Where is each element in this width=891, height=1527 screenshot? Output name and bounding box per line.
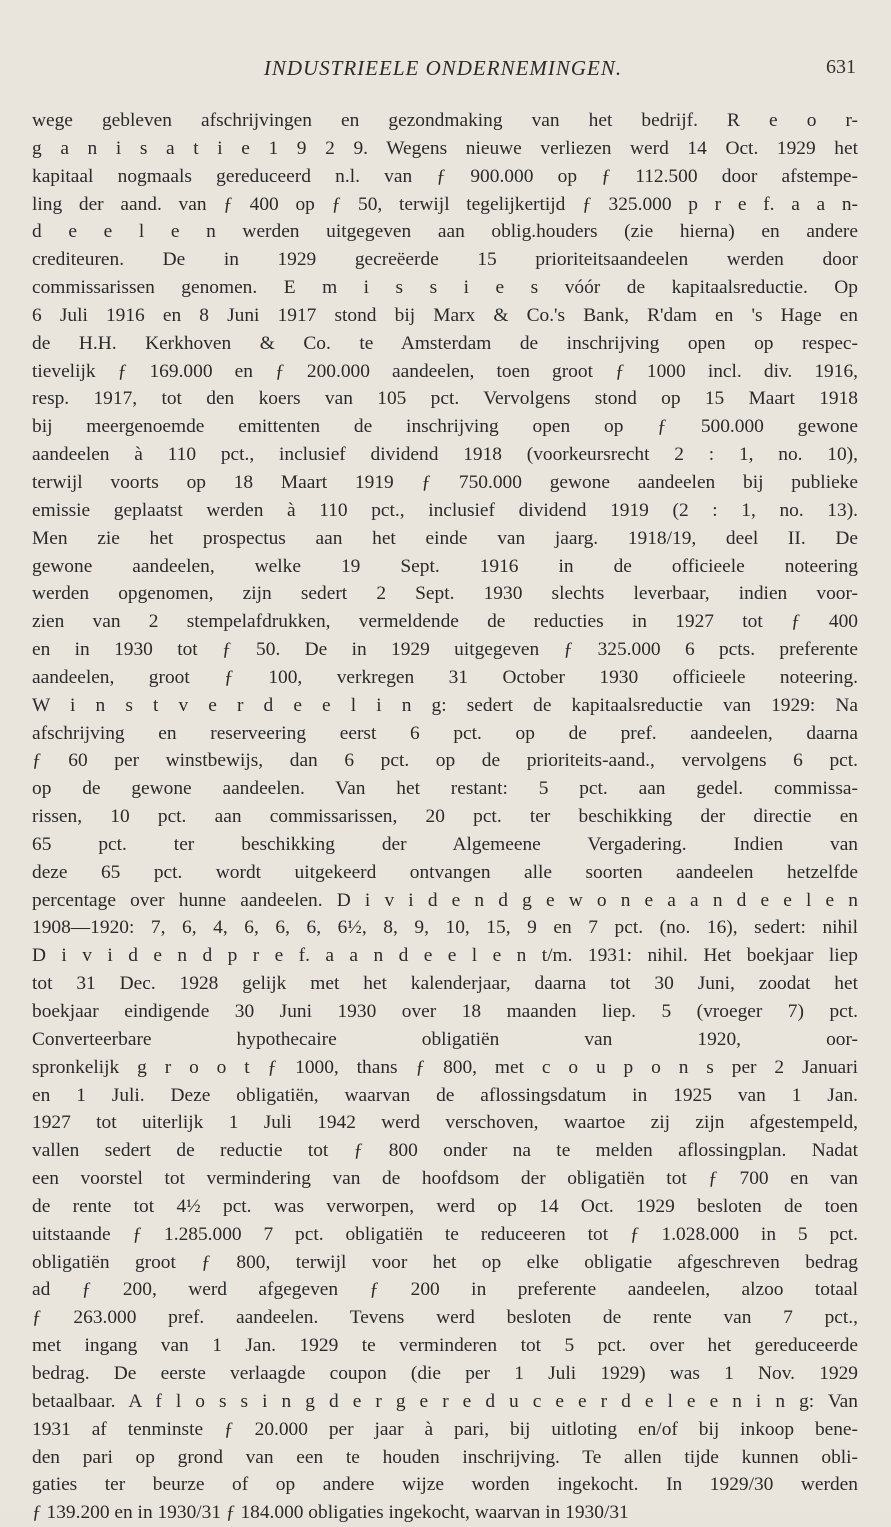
text-line: de rente tot 4½ pct. was verworpen, werd op 14 Oct. 1929 besloten de toen xyxy=(32,1195,858,1217)
text-line: 6 Juli 1916 en 8 Juni 1917 stond bij Marx & Co.'s Bank, R'dam en 's Hage en xyxy=(32,304,858,326)
text-line: crediteuren. De in 1929 gecreëerde 15 prioriteitsaandeelen werden door xyxy=(32,249,858,271)
text-line: boekjaar eindigende 30 Juni 1930 over 18 maanden liep. 5 (vroeger 7) pct. xyxy=(32,1001,858,1022)
text-line: den pari op grond van een te houden inschrijving. Te allen tijde kunnen obli- xyxy=(32,1446,858,1468)
text-line: W i n s t v e r d e e l i n g: sedert de kapitaalsreductie van 1929: Na xyxy=(32,694,858,716)
text-line: resp. 1917, tot den koers van 105 pct. Vervolgens stond op 15 Maart 1918 xyxy=(32,388,858,410)
text-line: bedrag. De eerste verlaagde coupon (die per 1 Juli 1929) was 1 Nov. 1929 xyxy=(32,1362,858,1384)
text-line: afschrijving en reserveering eerst 6 pct. op de pref. aandeelen, daarna xyxy=(32,722,858,744)
text-line: werden opgenomen, zijn sedert 2 Sept. 1930 slechts leverbaar, indien voor- xyxy=(32,583,858,605)
page-number: 631 xyxy=(826,56,856,78)
text-line: spronkelijk g r o o t ƒ 1000, thans ƒ 800, met c o u p o n s per 2 Januari xyxy=(32,1056,858,1078)
text-line: D i v i d e n d p r e f. a a n d e e l e n t/m. 1931: nihil. Het boekjaar liep xyxy=(32,945,858,967)
text-line: tievelijk ƒ 169.000 en ƒ 200.000 aandeelen, toen groot ƒ 1000 incl. div. 1916, xyxy=(32,360,858,382)
text-line: zien van 2 stempelafdrukken, vermeldende de reducties in 1927 tot ƒ 400 xyxy=(32,611,858,633)
text-line: ƒ 139.200 en in 1930/31 ƒ 184.000 obligaties ingekocht, waarvan in 1930/31 xyxy=(32,1502,629,1524)
text-line: een voorstel tot vermindering van de hoofdsom der obligatiën tot ƒ 700 en van xyxy=(32,1168,858,1190)
text-line: Men zie het prospectus aan het einde van jaarg. 1918/19, deel II. De xyxy=(32,527,858,549)
text-line: betaalbaar. A f l o s s i n g d e r g e r e d u c e e r d e l e e n i n g: Van xyxy=(32,1390,858,1412)
text-line: bij meergenoemde emittenten de inschrijving open op ƒ 500.000 gewone xyxy=(32,416,858,438)
text-line: ƒ 60 per winstbewijs, dan 6 pct. op de prioriteits-aand., vervolgens 6 pct. xyxy=(32,750,858,772)
page-header xyxy=(30,56,856,90)
text-line: op de gewone aandeelen. Van het restant: 5 pct. aan gedel. commissa- xyxy=(32,778,858,800)
text-line: 1927 tot uiterlijk 1 Juli 1942 werd verschoven, waartoe zij zijn afgestempeld, xyxy=(32,1112,858,1134)
text-line: gaties ter beurze of op andere wijze worden ingekocht. In 1929/30 werden xyxy=(32,1474,858,1496)
text-line: gewone aandeelen, welke 19 Sept. 1916 in de officieele noteering xyxy=(32,555,858,577)
text-line: vallen sedert de reductie tot ƒ 800 onder na te melden aflossingplan. Nadat xyxy=(32,1140,858,1162)
text-line: deze 65 pct. wordt uitgekeerd ontvangen alle soorten aandeelen hetzelfde xyxy=(32,861,858,883)
text-line: rissen, 10 pct. aan commissarissen, 20 pct. ter beschikking der directie en xyxy=(32,806,858,828)
text-line: en 1 Juli. Deze obligatiën, waarvan de aflossingsdatum in 1925 van 1 Jan. xyxy=(32,1084,858,1106)
text-line: terwijl voorts op 18 Maart 1919 ƒ 750.000 gewone aandeelen bij publieke xyxy=(32,471,858,493)
text-line: met ingang van 1 Jan. 1929 te verminderen tot 5 pct. over het gereduceerde xyxy=(32,1335,858,1357)
text-line: emissie geplaatst werden à 110 pct., inclusief dividend 1919 (2 : 1, no. 13). xyxy=(32,499,858,521)
text-line: commissarissen genomen. E m i s s i e s vóór de kapitaalsreductie. Op xyxy=(32,277,858,299)
text-line: ling der aand. van ƒ 400 op ƒ 50, terwijl tegelijkertijd ƒ 325.000 p r e f. a a n- xyxy=(32,193,858,215)
running-title: INDUSTRIEELE ONDERNEMINGEN. xyxy=(263,56,623,80)
text-line: 1908—1920: 7, 6, 4, 6, 6, 6, 6½, 8, 9, 10, 15, 9 en 7 pct. (no. 16), sedert: nihil xyxy=(32,917,858,939)
text-line: Converteerbare hypothecaire obligatiën van 1920, oor- xyxy=(32,1028,858,1050)
text-line: de H.H. Kerkhoven & Co. te Amsterdam de inschrijving open op respec- xyxy=(32,332,858,354)
text-line: wege gebleven afschrijvingen en gezondmaking van het bedrijf. R e o r- xyxy=(32,110,858,131)
text-line: tot 31 Dec. 1928 gelijk met het kalenderjaar, daarna tot 30 Juni, zoodat het xyxy=(32,973,858,995)
text-line: percentage over hunne aandeelen. D i v i d e n d g e w o n e a a n d e e l e n xyxy=(32,889,858,911)
body-text xyxy=(32,107,858,1527)
text-line: aandeelen à 110 pct., inclusief dividend 1918 (voorkeursrecht 2 : 1, no. 10), xyxy=(32,444,858,466)
text-line: 65 pct. ter beschikking der Algemeene Vergadering. Indien van xyxy=(32,833,858,855)
text-line: aandeelen, groot ƒ 100, verkregen 31 October 1930 officieele noteering. xyxy=(32,666,858,688)
text-line: d e e l e n werden uitgegeven aan oblig.houders (zie hierna) en andere xyxy=(32,221,858,243)
text-line: ƒ 263.000 pref. aandeelen. Tevens werd besloten de rente van 7 pct., xyxy=(32,1307,858,1329)
text-line: ad ƒ 200, werd afgegeven ƒ 200 in preferente aandeelen, alzoo totaal xyxy=(32,1279,858,1301)
text-line: 1931 af tenminste ƒ 20.000 per jaar à pari, bij uitloting en/of bij inkoop bene- xyxy=(32,1418,858,1440)
text-line: kapitaal nogmaals gereduceerd n.l. van ƒ 900.000 op ƒ 112.500 door afstempe- xyxy=(32,165,858,187)
text-line: g a n i s a t i e 1 9 2 9. Wegens nieuwe verliezen werd 14 Oct. 1929 het xyxy=(32,137,858,159)
text-line: uitstaande ƒ 1.285.000 7 pct. obligatiën te reduceeren tot ƒ 1.028.000 in 5 pct. xyxy=(32,1223,858,1245)
text-line: en in 1930 tot ƒ 50. De in 1929 uitgegeven ƒ 325.000 6 pcts. preferente xyxy=(32,639,858,661)
text-line: obligatiën groot ƒ 800, terwijl voor het op elke obligatie afgeschreven bedrag xyxy=(32,1251,858,1273)
